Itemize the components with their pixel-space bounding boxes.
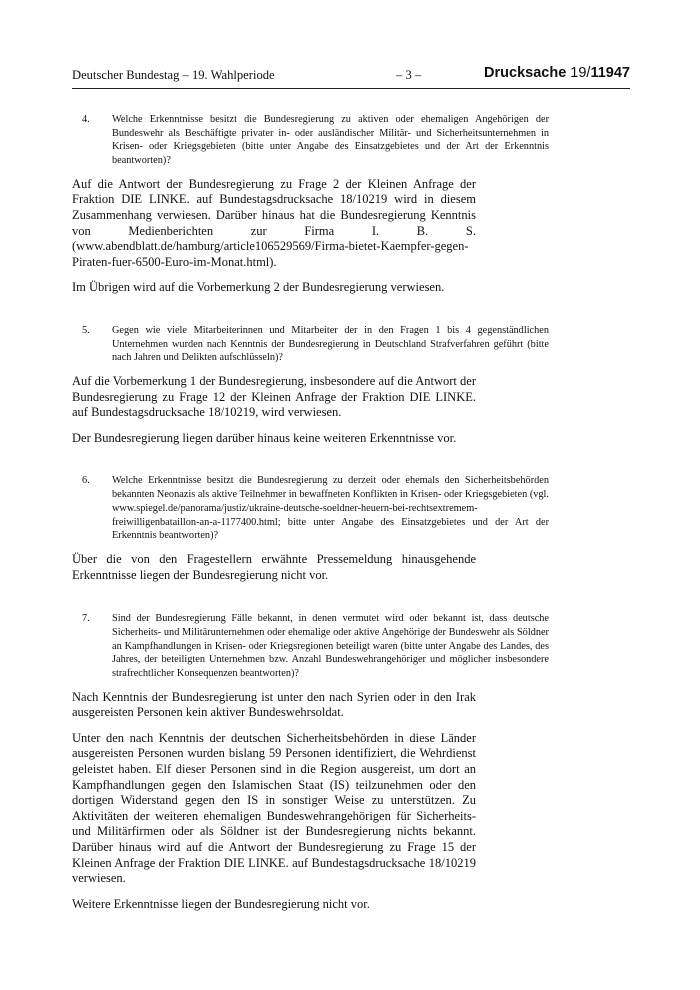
- question-block: [82, 113, 549, 168]
- answer-paragraph: Auf die Antwort der Bundesregierung zu Frage 2 der Kleinen Anfrage der Fraktion DIE LINKE. auf Bundestagsdrucksache 18/10219 wird in diesem Zusammenhang verwiesen. Darüber hinaus hat die Bundesregierung Kenntnis von Medienberichten zur Firma I. B. S. (www.abendblatt.de/hamburg/article106529569/Firma-bietet-Kaempfer-gegen-Piraten-fuer-6500-Euro-im-Monat.html).: [72, 176, 476, 269]
- question-number: 5.: [82, 324, 90, 336]
- header-document-label: Drucksache: [484, 65, 567, 81]
- header-page-number: – 3 –: [396, 68, 422, 82]
- answer-paragraph: Über die von den Fragestellern erwähnte Pressemeldung hinausgehende Erkenntnisse liegen der Bundesregierung nicht vor.: [72, 551, 476, 582]
- header-publisher: Deutscher Bundestag – 19. Wahlperiode: [72, 68, 275, 82]
- question-block: [82, 474, 549, 543]
- question-text: Welche Erkenntnisse besitzt die Bundesregierung zu derzeit oder ehemals den Sicherheitsbehörden bekannten Neonazis als aktive Teilnehmer in bewaffneten Konflikten in Krisen- oder Kriegsgebieten (vgl. www.spiegel.de/panorama/justiz/ukraine-deutsche-soeldner-heuern-bei-rechtsextremem-freiwilligenbataillon-an-a-1177400.html; bitte unter Angabe des Einsatzgebietes und der Art der Erkenntnis beantworten)?: [112, 475, 549, 542]
- answer-paragraph: Im Übrigen wird auf die Vorbemerkung 2 der Bundesregierung verwiesen.: [72, 280, 445, 295]
- answer-paragraph: Nach Kenntnis der Bundesregierung ist unter den nach Syrien oder in den Irak ausgereisten Personen kein aktiver Bundeswehrsoldat.: [72, 689, 476, 720]
- header-document-number: 11947: [590, 65, 630, 81]
- header-document-id: [484, 65, 630, 81]
- answer-paragraph: Auf die Vorbemerkung 1 der Bundesregierung, insbesondere auf die Antwort der Bundesregierung zu Frage 12 der Kleinen Anfrage der Fraktion DIE LINKE. auf Bundestagsdrucksache 18/10219, wird verwiesen.: [72, 374, 476, 420]
- answer-paragraph: Weitere Erkenntnisse liegen der Bundesregierung nicht vor.: [72, 896, 370, 911]
- question-number: 6.: [82, 475, 90, 487]
- question-text: Sind der Bundesregierung Fälle bekannt, in denen vermutet wird oder bekannt ist, dass deutsche Sicherheits- und Militärunternehmen oder ehemalige oder aktive Angehörige der Bundeswehr als Söldner an Kampfhandlungen in Krisen- oder Kriegsregionen beteiligt waren (bitte unter Angabe des Landes, des Jahres, der beteiligten Unternehmen bzw. Anzahl Bundeswehrangehöriger und möglicher insbesondere strafrechtlicher Konsequenzen beantworten)?: [112, 613, 549, 679]
- question-number: 4.: [82, 114, 90, 125]
- question-block: [82, 324, 549, 365]
- answer-paragraph: Der Bundesregierung liegen darüber hinaus keine weiteren Erkenntnisse vor.: [72, 430, 457, 445]
- question-text: Gegen wie viele Mitarbeiterinnen und Mitarbeiter der in den Fragen 1 bis 4 gegenständlichen Unternehmen wurden nach Kenntnis der Bundesregierung in Deutschland Strafverfahren geführt (bitte nach Jahren und Delikten aufschlüsseln)?: [112, 324, 549, 364]
- question-block: [82, 612, 549, 681]
- header-document-period: 19/: [570, 65, 591, 81]
- document-body: [72, 113, 630, 912]
- answer-paragraph: Unter den nach Kenntnis der deutschen Sicherheitsbehörden in diese Länder ausgereisten Personen wurden bislang 59 Personen identifiziert, die Wehrdienst geleistet haben. Elf dieser Personen sind in die Region ausgereist, um dort an Kampfhandlungen gegen den Islamischen Staat (IS) teilzunehmen oder den dortigen Widerstand gegen den IS in sonstiger Weise zu unterstützen. Zu Aktivitäten der weiteren ehemaligen Bundeswehrangehörigen für Sicherheits- und Militärfirmen oder als Söldner ist der Bundesregierung nichts bekannt. Darüber hinaus wird auf die Antwort der Bundesregierung zu Frage 15 der Kleinen Anfrage der Fraktion DIE LINKE. auf Bundestagsdrucksache 18/10219 verwiesen.: [72, 730, 476, 886]
- question-text: Welche Erkenntnisse besitzt die Bundesregierung zu aktiven oder ehemaligen Angehörigen der Bundeswehr als Beschäftigte privater in- oder ausländischer Militär- und Sicherheitsunternehmen in Krisen- oder Kriegsgebieten (bitte unter Angabe des Einsatzgebietes und der Art der Erkenntnis beantworten)?: [112, 114, 549, 167]
- question-number: 7.: [82, 613, 90, 625]
- page-header: [72, 66, 630, 89]
